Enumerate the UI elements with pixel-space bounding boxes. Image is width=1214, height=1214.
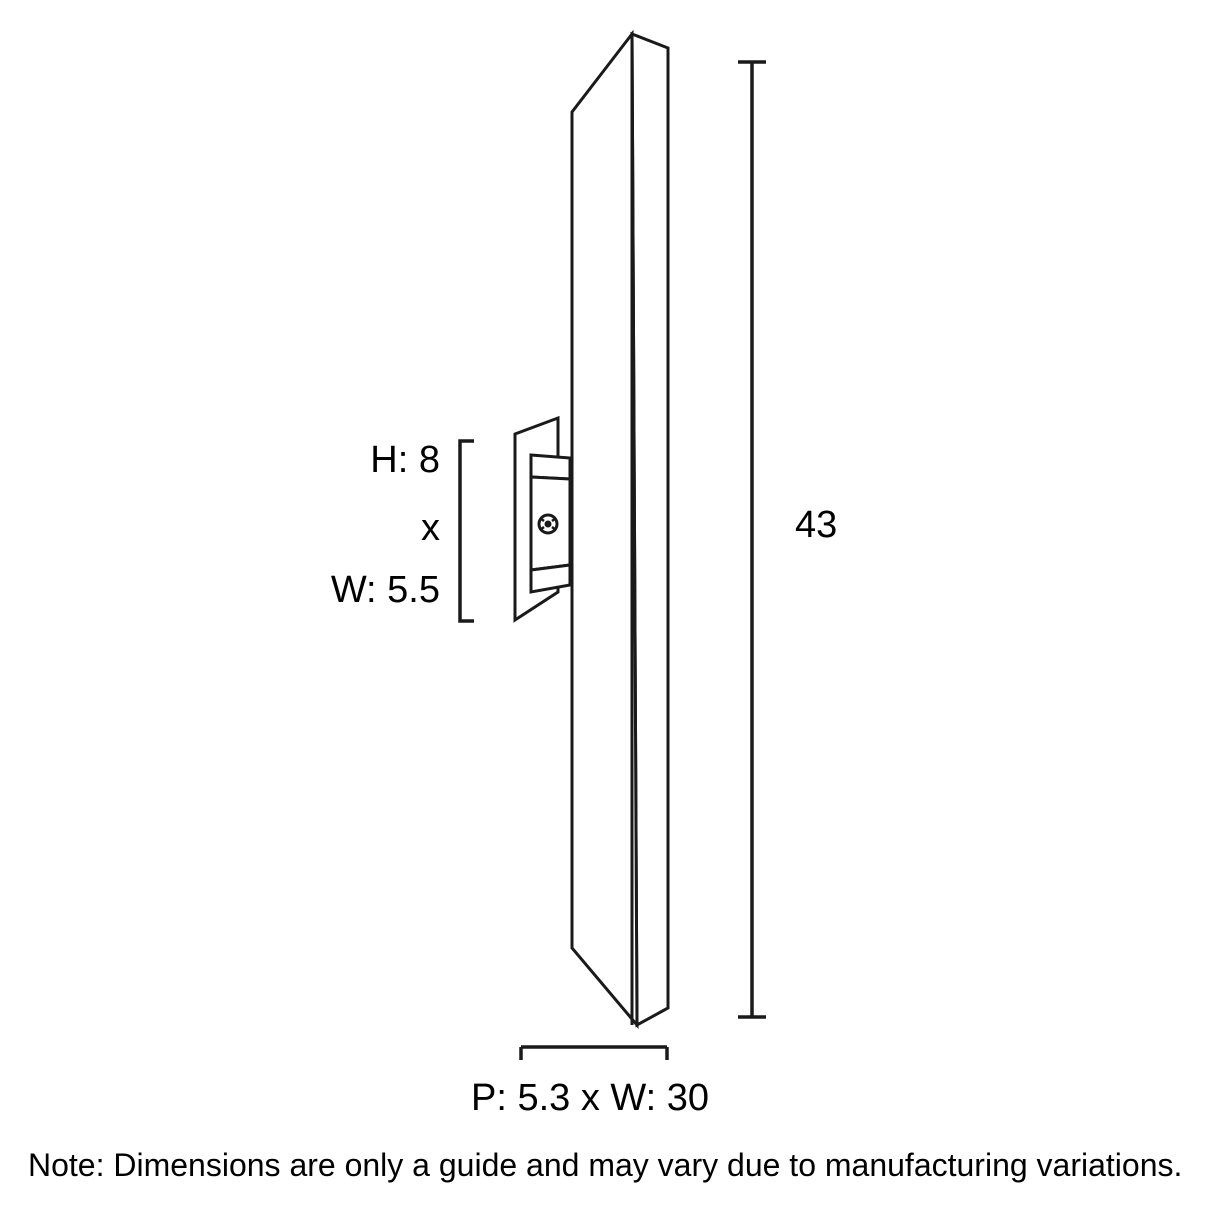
dimensions-note: Note: Dimensions are only a guide and may vary due to manufacturing variations. xyxy=(28,1147,1183,1183)
overall-height-dimension xyxy=(738,62,766,1017)
bracket-dimension-separator: x xyxy=(421,507,440,549)
bracket-width-label: W: 5.5 xyxy=(330,569,440,611)
bracket-height-dimension xyxy=(460,441,474,621)
bracket-height-label: H: 8 xyxy=(370,439,440,481)
overall-height-label: 43 xyxy=(795,504,838,546)
projection-width-label: P: 5.3 x W: 30 xyxy=(471,1077,709,1119)
luminaire-body xyxy=(572,34,668,1025)
bottom-width-dimension xyxy=(521,1047,667,1060)
screw-head-icon xyxy=(539,515,557,533)
